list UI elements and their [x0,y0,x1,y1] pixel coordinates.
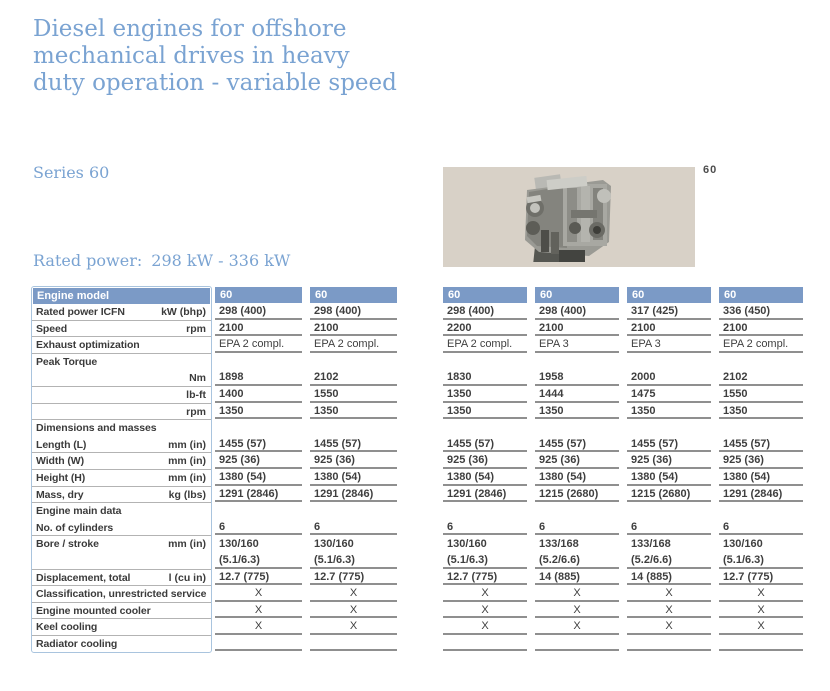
spec-cell: 12.7 (775) [443,569,527,586]
spec-cell: 298 (400) [535,303,619,320]
spec-cell: 1350 [627,403,711,420]
spec-cell [215,419,302,436]
page-title-line-3: duty operation - variable speed [33,70,397,96]
spec-cell [215,353,302,370]
spec-cell-line: 130/160 [447,538,487,551]
spec-cell: EPA 3 [535,336,619,353]
spec-cell: X [310,585,397,602]
spec-cell: 1350 [310,403,397,420]
spec-cell: X [627,585,711,602]
spec-cell: 14 (885) [535,569,619,586]
spec-cell: 317 (425) [627,303,711,320]
row-label-text: Height (H) [36,471,86,484]
spec-cell: 925 (36) [627,452,711,469]
spec-cell: 925 (36) [310,452,397,469]
spec-cell: 12.7 (775) [719,569,803,586]
spec-row-label [32,520,211,537]
engine-column-5 [627,287,711,651]
spec-cell: 1475 [627,386,711,403]
spec-row-label [32,536,211,569]
spec-cell [310,635,397,652]
row-unit-text: rpm [186,405,206,418]
engine-model-caption: 60 [703,164,718,176]
spec-cell [443,535,527,568]
spec-cell: 1380 (54) [535,469,619,486]
engine-column-4 [535,287,619,651]
spec-cell [719,535,803,568]
row-label-text: Engine main data [36,505,122,518]
spec-row-label [32,370,211,387]
spec-cell: 925 (36) [215,452,302,469]
engine-illustration [505,170,633,265]
spec-cell: X [310,602,397,619]
spec-cell: X [627,602,711,619]
spec-cell: 1380 (54) [310,469,397,486]
spec-cell: X [310,618,397,635]
rated-power-line [33,251,290,270]
spec-row-label [32,404,211,421]
spec-row-label [32,586,211,603]
spec-cell: X [535,618,619,635]
spec-cell [443,635,527,652]
spec-cell [535,635,619,652]
spec-cell [627,353,711,370]
spec-cell-line: (5.2/6.6) [539,553,580,566]
spec-cell: X [215,618,302,635]
spec-cell: 1898 [215,369,302,386]
engine-photo [443,167,695,267]
row-unit-text: rpm [186,322,206,335]
row-unit-text: l (cu in) [168,571,206,584]
spec-cell: 1400 [215,386,302,403]
spec-cell-line: 133/168 [631,538,671,551]
row-label-text: Width (W) [36,455,84,468]
spec-row-label [32,619,211,636]
spec-cell: 2000 [627,369,711,386]
spec-cell [719,635,803,652]
spec-cell: EPA 3 [627,336,711,353]
spec-cell: 1455 (57) [535,436,619,453]
spec-cell: 1455 (57) [310,436,397,453]
spec-cell: X [215,585,302,602]
spec-cell [215,635,302,652]
spec-cell-line: 133/168 [539,538,579,551]
spec-table [0,287,830,657]
spec-cell: X [627,618,711,635]
spec-cell: 1291 (2846) [719,486,803,503]
spec-cell [535,502,619,519]
spec-cell [215,535,302,568]
spec-cell: EPA 2 compl. [719,336,803,353]
spec-cell: 1291 (2846) [443,486,527,503]
row-unit-text: lb-ft [186,388,206,401]
spec-cell: 2200 [443,320,527,337]
spec-cell: 298 (400) [443,303,527,320]
page-title-line-1: Diesel engines for offshore [33,16,347,42]
page-title-line-2: mechanical drives in heavy [33,43,350,69]
engine-column-2 [310,287,397,651]
row-label-text: Displacement, total [36,571,131,584]
spec-cell: X [719,585,803,602]
spec-cell [310,419,397,436]
spec-cell: 298 (400) [215,303,302,320]
spec-cell [719,419,803,436]
row-unit-text: mm (in) [168,455,206,468]
spec-cell-line: (5.1/6.3) [219,553,260,566]
spec-cell: 6 [719,519,803,536]
spec-cell-line: (5.1/6.3) [723,553,764,566]
spec-cell: 1350 [719,403,803,420]
row-label-text: Rated power ICFN [36,306,125,318]
spec-row-label [32,603,211,620]
spec-cell [310,502,397,519]
spec-cell: X [443,585,527,602]
spec-cell: 925 (36) [719,452,803,469]
series-label: Series 60 [33,163,110,182]
row-unit-text: mm (in) [168,471,206,484]
spec-cell-line: 130/160 [723,538,763,551]
spec-cell: 1215 (2680) [627,486,711,503]
spec-cell: 1830 [443,369,527,386]
spec-cell: 1215 (2680) [535,486,619,503]
spec-cell [310,353,397,370]
row-label-text: Keel cooling [36,621,98,634]
spec-cell: 6 [443,519,527,536]
row-unit-text: kg (lbs) [168,488,206,501]
engine-column-1 [215,287,302,651]
spec-cell [443,419,527,436]
spec-cell: 1350 [443,403,527,420]
section-row-label [32,354,211,371]
spec-cell: 2100 [215,320,302,337]
spec-cell [719,353,803,370]
spec-cell: EPA 2 compl. [310,336,397,353]
spec-cell: X [719,602,803,619]
rated-power-value: 298 kW - 336 kW [151,251,291,270]
row-unit-text: mm (in) [168,538,206,551]
row-label-text: Radiator cooling [36,637,118,650]
row-label-text: Peak Torque [36,355,98,368]
page-title [33,16,397,97]
engine-column-3 [443,287,527,651]
spec-cell: X [535,602,619,619]
spec-cell: X [443,618,527,635]
spec-cell: 2102 [310,369,397,386]
spec-cell-line: (5.1/6.3) [447,553,488,566]
spec-cell: EPA 2 compl. [443,336,527,353]
spec-cell: 1550 [719,386,803,403]
spec-cell: 1455 (57) [627,436,711,453]
spec-row-label [32,470,211,487]
spec-cell: 1350 [535,403,619,420]
spec-cell: 1380 (54) [443,469,527,486]
row-unit-text: Nm [189,372,206,385]
spec-cell: 6 [310,519,397,536]
row-label-text: Speed [36,322,68,335]
spec-row-label [32,304,211,321]
spec-cell: 925 (36) [443,452,527,469]
spec-cell [310,535,397,568]
spec-cell [535,353,619,370]
spec-cell: 1350 [215,403,302,420]
spec-cell: 6 [627,519,711,536]
spec-cell: 1455 (57) [719,436,803,453]
spec-cell: 1958 [535,369,619,386]
spec-cell: X [215,602,302,619]
spec-row-label [32,636,211,653]
row-label-text: Mass, dry [36,488,84,501]
spec-label-column [31,286,212,653]
spec-cell: EPA 2 compl. [215,336,302,353]
spec-row-label [32,387,211,404]
spec-cell: 1380 (54) [215,469,302,486]
spec-row-label [32,570,211,587]
row-unit-text: mm (in) [168,438,206,451]
spec-cell [627,502,711,519]
column-header: 60 [443,287,527,303]
spec-cell: 2100 [719,320,803,337]
spec-cell: 1380 (54) [627,469,711,486]
spec-cell-line: (5.2/6.6) [631,553,672,566]
spec-cell: 1444 [535,386,619,403]
row-label-text: Bore / stroke [36,538,99,551]
spec-cell [535,535,619,568]
spec-cell: 12.7 (775) [310,569,397,586]
section-row-label [32,503,211,520]
spec-cell [719,502,803,519]
spec-cell: X [719,618,803,635]
spec-cell: 298 (400) [310,303,397,320]
section-row-label [32,420,211,437]
row-label-text: Engine mounted cooler [36,604,151,617]
spec-row-label [32,437,211,454]
spec-cell: 2100 [310,320,397,337]
spec-row-label [32,487,211,504]
spec-cell [535,419,619,436]
spec-cell: 12.7 (775) [215,569,302,586]
spec-cell: X [535,585,619,602]
spec-cell: 1455 (57) [443,436,527,453]
spec-cell [443,353,527,370]
spec-cell: 1455 (57) [215,436,302,453]
row-label-text: Classification, unrestricted service [36,588,207,601]
spec-row-label [32,453,211,470]
row-label-text: Exhaust optimization [36,339,140,352]
row-label-text: Length (L) [36,438,87,451]
column-header: 60 [215,287,302,303]
spec-cell: 336 (450) [719,303,803,320]
spec-cell: 1291 (2846) [310,486,397,503]
spec-cell: 6 [535,519,619,536]
spec-cell-line: 130/160 [314,538,354,551]
spec-cell: 2100 [627,320,711,337]
spec-cell: 1350 [443,386,527,403]
spec-cell [627,635,711,652]
row-unit-text: kW (bhp) [161,306,206,318]
spec-cell [215,502,302,519]
spec-cell [627,535,711,568]
row-label-text: Dimensions and masses [36,422,157,435]
engine-model-header: Engine model [33,288,210,304]
spec-cell: 6 [215,519,302,536]
spec-cell [443,502,527,519]
spec-cell: 1550 [310,386,397,403]
spec-cell [627,419,711,436]
spec-cell: 14 (885) [627,569,711,586]
spec-cell: 925 (36) [535,452,619,469]
spec-cell: 2102 [719,369,803,386]
spec-cell-line: 130/160 [219,538,259,551]
spec-row-label [32,321,211,338]
column-header: 60 [627,287,711,303]
engine-column-6 [719,287,803,651]
spec-cell-line: (5.1/6.3) [314,553,355,566]
column-header: 60 [310,287,397,303]
row-label-text: No. of cylinders [36,521,114,534]
spec-cell: 1291 (2846) [215,486,302,503]
column-header: 60 [719,287,803,303]
spec-cell: 1380 (54) [719,469,803,486]
column-header: 60 [535,287,619,303]
spec-cell: 2100 [535,320,619,337]
spec-cell: X [443,602,527,619]
rated-power-label: Rated power: [33,251,143,270]
spec-row-label [32,337,211,354]
